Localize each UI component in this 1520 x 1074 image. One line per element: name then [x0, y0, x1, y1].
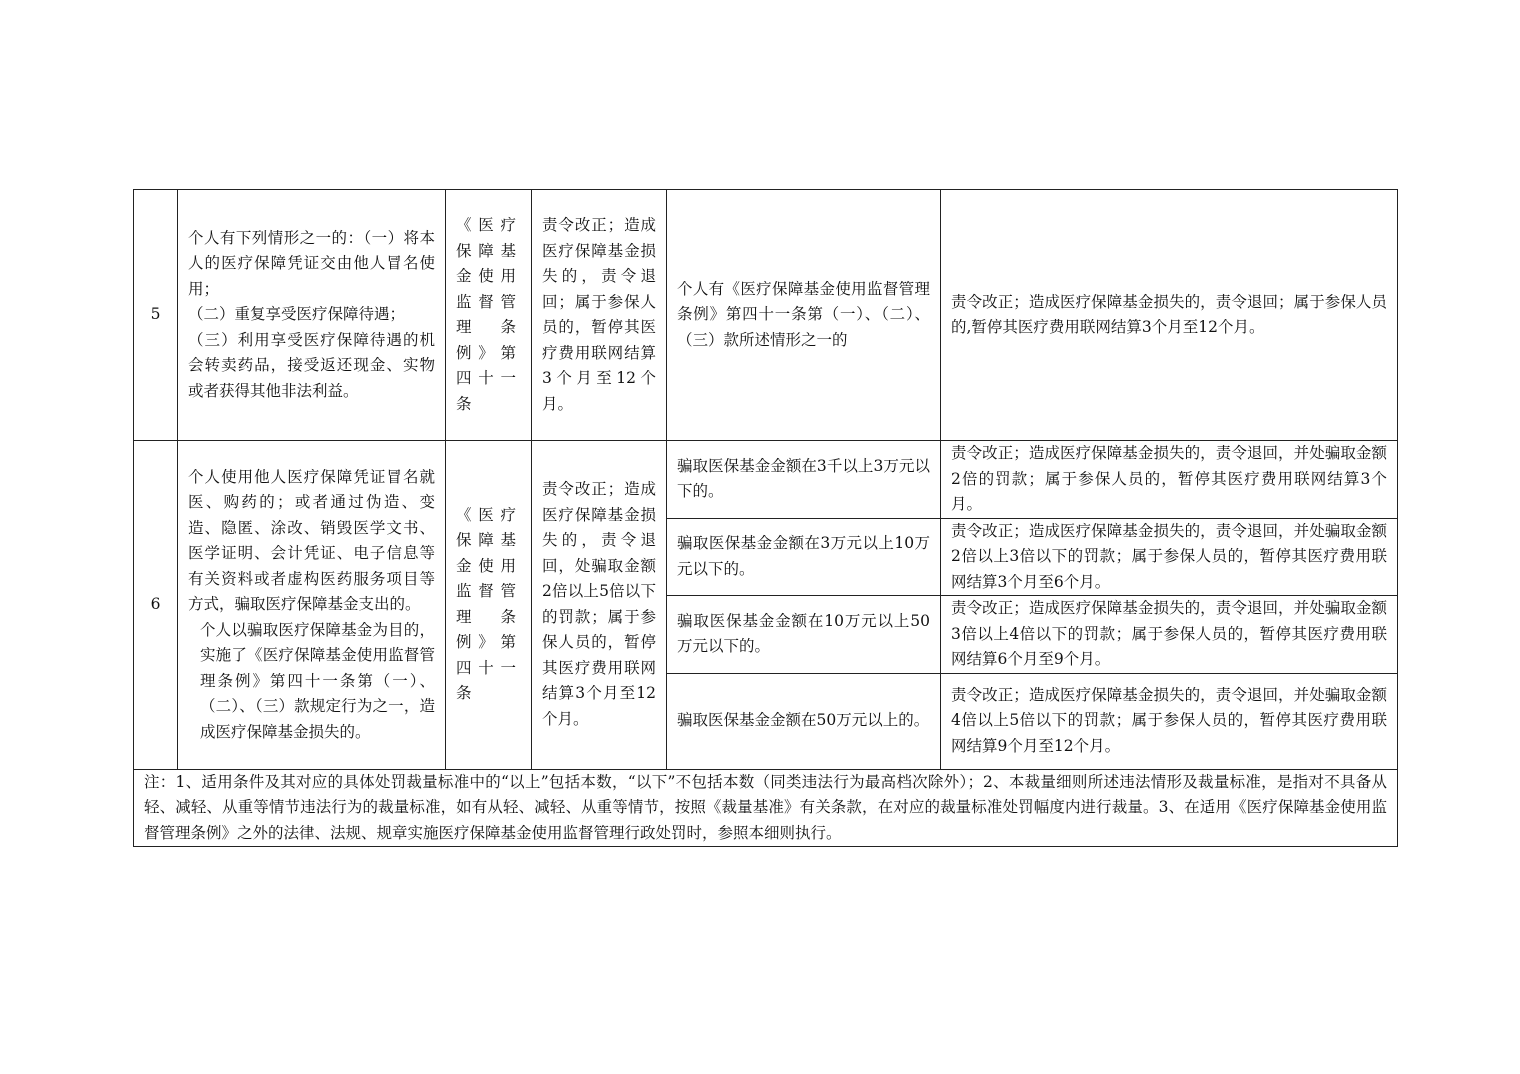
violation-situation	[178, 190, 446, 441]
discretion-standard: 责令改正；造成医疗保障基金损失的，责令退回，并处骗取金额2倍以上3倍以下的罚款；属于参保人员的，暂停其医疗费用联网结算3个月至6个月。	[941, 518, 1398, 596]
situation-text: （二）重复享受医疗保障待遇；	[188, 305, 406, 324]
violation-situation	[178, 441, 446, 770]
note-row	[134, 769, 1398, 847]
situation-text: （三）利用享受医疗保障待遇的机会转卖药品，接受返还现金、实物或者获得其他非法利益。	[188, 330, 435, 400]
situation-text: 个人使用他人医疗保障凭证冒名就医、购药的；或者通过伪造、变造、隐匿、涂改、销毁医学文书、医学证明、会计凭证、电子信息等有关资料或者虚构医药服务项目等方式，骗取医疗保障基金支出的。	[188, 467, 435, 613]
row-number: 6	[134, 441, 178, 770]
table-row	[134, 190, 1398, 441]
discretion-standard: 责令改正；造成医疗保障基金损失的，责令退回，并处骗取金额3倍以上4倍以下的罚款；属于参保人员的，暂停其医疗费用联网结算6个月至9个月。	[941, 596, 1398, 674]
applicable-condition: 个人有《医疗保障基金使用监督管理条例》第四十一条第（一）、（二）、（三）款所述情形之一的	[667, 190, 941, 441]
penalty-provision: 责令改正；造成医疗保障基金损失的，责令退回；属于参保人员的，暂停其医疗费用联网结算3个月至12个月。	[532, 190, 667, 441]
row-number: 5	[134, 190, 178, 441]
penalty-standard-table	[133, 189, 1398, 847]
table-note: 注：1、适用条件及其对应的具体处罚裁量标准中的“以上”包括本数，“以下”不包括本数（同类违法行为最高档次除外）；2、本裁量细则所述违法情形及裁量标准，是指对不具备从轻、减轻、从重等情节违法行为的裁量标准，如有从轻、减轻、从重等情节，按照《裁量基准》有关条款，在对应的裁量标准处罚幅度内进行裁量。3、在适用《医疗保障基金使用监督管理条例》之外的法律、法规、规章实施医疗保障基金使用监督管理行政处罚时，参照本细则执行。	[134, 769, 1398, 847]
penalty-provision: 责令改正；造成医疗保障基金损失的，责令退回，处骗取金额2倍以上5倍以下的罚款；属于参保人员的，暂停其医疗费用联网结算3个月至12个月。	[532, 441, 667, 770]
situation-text: 个人以骗取医疗保障基金为目的，实施了《医疗保障基金使用监督管理条例》第四十一条第（一）、（二）、（三）款规定行为之一，造成医疗保障基金损失的。	[200, 620, 435, 741]
applicable-condition: 骗取医保基金金额在10万元以上50万元以下的。	[667, 596, 941, 674]
applicable-condition: 骗取医保基金金额在3万元以上10万元以下的。	[667, 518, 941, 596]
discretion-standard: 责令改正；造成医疗保障基金损失的，责令退回，并处骗取金额2倍的罚款；属于参保人员的，暂停其医疗费用联网结算3个月。	[941, 441, 1398, 519]
applicable-condition: 骗取医保基金金额在3千以上3万元以下的。	[667, 441, 941, 519]
legal-basis: 《医疗保障基金使用监督管理条例》第四十一条	[446, 190, 532, 441]
legal-basis: 《医疗保障基金使用监督管理条例》第四十一条	[446, 441, 532, 770]
discretion-standard: 责令改正；造成医疗保障基金损失的，责令退回，并处骗取金额4倍以上5倍以下的罚款；属于参保人员的，暂停其医疗费用联网结算9个月至12个月。	[941, 673, 1398, 769]
discretion-standard: 责令改正；造成医疗保障基金损失的，责令退回；属于参保人员的,暂停其医疗费用联网结算3个月至12个月。	[941, 190, 1398, 441]
applicable-condition: 骗取医保基金金额在50万元以上的。	[667, 673, 941, 769]
situation-text: 个人有下列情形之一的：（一）将本人的医疗保障凭证交由他人冒名使用；	[188, 228, 435, 298]
table-row	[134, 441, 1398, 519]
